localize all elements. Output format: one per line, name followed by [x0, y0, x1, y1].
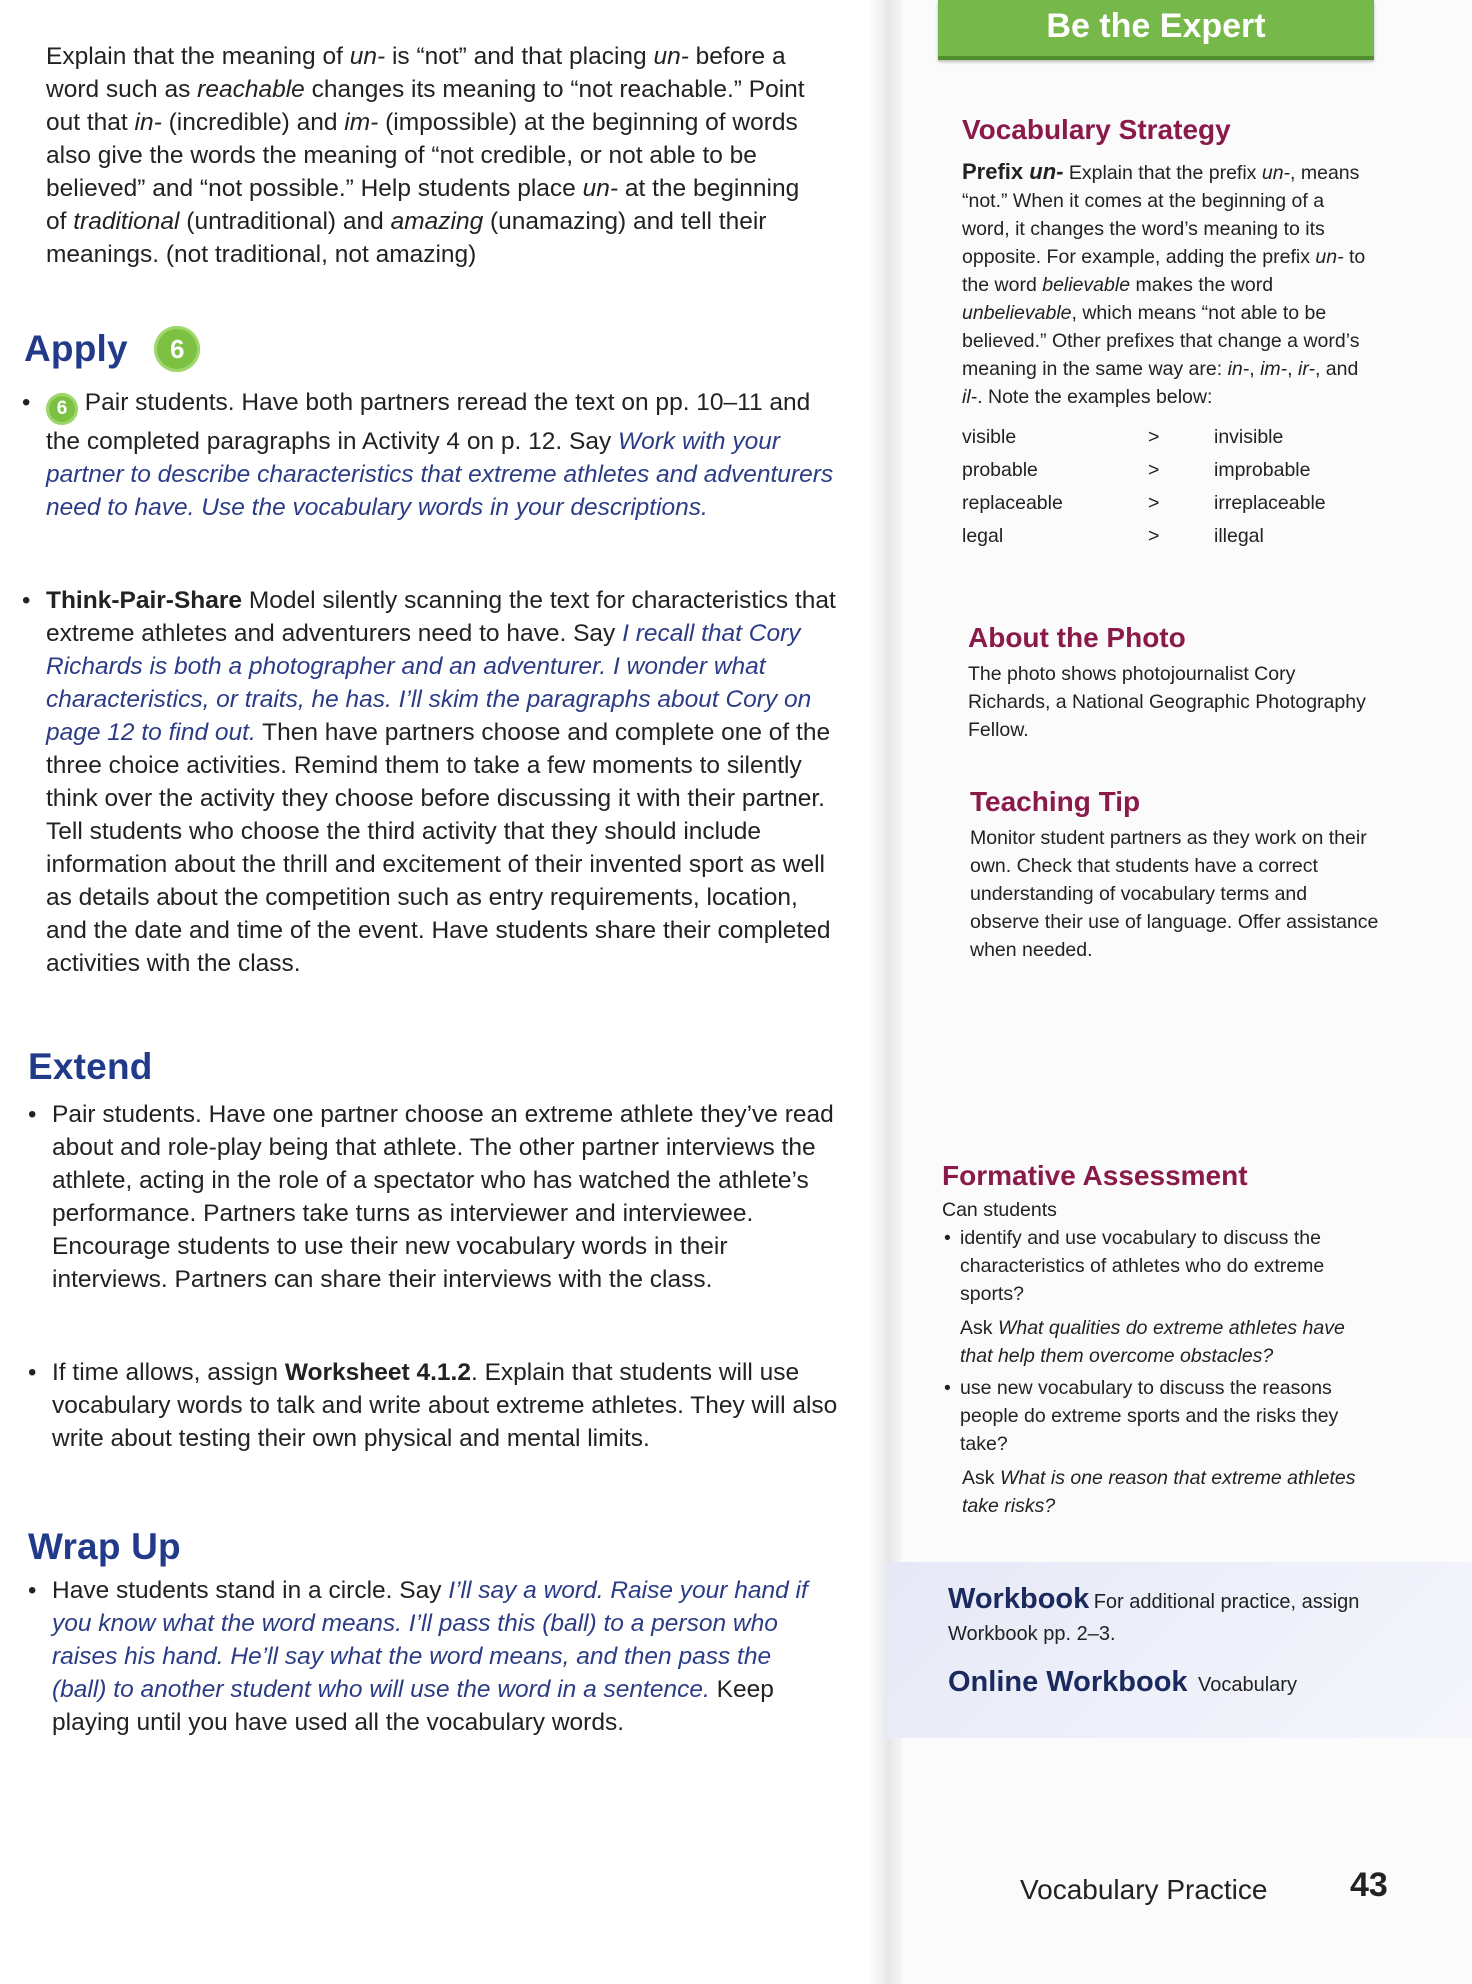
assessment-lead: Can students: [942, 1199, 1057, 1221]
assessment-ask-1: [942, 1314, 1382, 1370]
apply-bullet-1-say: Work with your partner to describe characteristics that extreme athletes and adventurers need to have. Use the vocabulary words in your descriptions.: [46, 428, 834, 521]
base-word: replaceable: [962, 492, 1063, 514]
online-workbook-title: Online Workbook: [948, 1666, 1188, 1698]
italic-term: ir-: [1298, 358, 1315, 380]
text-run: , and: [1314, 358, 1359, 380]
apply-bullet-2: [22, 584, 836, 980]
apply-bullet-1: [22, 386, 836, 524]
banner-title: Be the Expert: [1046, 7, 1266, 45]
extend-bullet-1: [28, 1098, 842, 1296]
be-the-expert-banner: [938, 0, 1374, 60]
italic-term: reachable: [197, 76, 305, 103]
assessment-bullet-2-text: use new vocabulary to discuss the reasons people do extreme sports and the risks they take?: [960, 1377, 1339, 1455]
arrow-sign: >: [1148, 492, 1160, 514]
text-run: (impossible) at the beginning of words also give the words the meaning of “not credible, or not able to be believed” and “not possible.” Help students place: [46, 109, 798, 202]
ask-2-question: What is one reason that extreme athletes take risks?: [962, 1467, 1356, 1517]
vocabulary-strategy-text: [962, 158, 1374, 411]
italic-term: in-: [1227, 358, 1250, 380]
text-run: . Note the examples below:: [977, 386, 1213, 408]
extend-bullet-2-text-b: . Explain that students will use vocabulary words to talk and write about extreme athletes. They will also write about testing their own physical and mental limits.: [52, 1359, 838, 1452]
italic-term: un-: [582, 175, 619, 202]
assessment-bullet-2: [942, 1374, 1382, 1458]
apply-bullet-2-text-b: Then have partners choose and complete one of the three choice activities. Remind them to take a few moments to silently think over the activity they choose before discussing it with their partner. Tell students who choose the third activity that they should include information about the thrill and excitement of their invented sport as well as details about the competition such as entry requirements, location, and the date and time of the event. Have students share their completed activities with the class.: [46, 719, 831, 977]
online-workbook-text: Vocabulary: [1198, 1674, 1297, 1696]
prefixed-word: improbable: [1214, 459, 1311, 481]
text-run: ,: [1249, 358, 1261, 380]
ask-2-prefix: Ask: [962, 1467, 1000, 1489]
apply-number-badge: 6: [154, 326, 200, 372]
italic-term: in-: [134, 109, 162, 136]
arrow-sign: >: [1148, 525, 1160, 547]
prefix-example-row: [962, 454, 1364, 487]
text-run: , which means “not able to be believed.” Other prefixes that change a word’s meaning in the same way are:: [962, 302, 1360, 380]
italic-term: un-: [349, 43, 386, 70]
workbook-title: Workbook: [948, 1583, 1090, 1615]
italic-term: im-: [344, 109, 379, 136]
base-word: legal: [962, 525, 1004, 547]
text-run: before a word such as: [46, 43, 786, 103]
worksheet-reference: Worksheet 4.1.2: [284, 1359, 471, 1386]
apply-bullet-2-say: I recall that Cory Richards is both a photographer and an adventurer. I wonder what characteristics, or traits, he has. I’ll skim the paragraphs about Cory on page 12 to find out.: [46, 620, 812, 746]
italic-term: il-: [962, 386, 978, 408]
teaching-tip-heading: Teaching Tip: [970, 786, 1141, 817]
bullet-dot: •: [22, 389, 31, 416]
prefix-label: Prefix: [962, 159, 1030, 184]
extend-bullet-2-text-a: If time allows, assign: [52, 1359, 285, 1386]
teaching-tip-text: Monitor student partners as they work on their own. Check that students have a correct understanding of vocabulary terms and observe their use of language. Offer assistance when needed.: [970, 827, 1379, 961]
bullet-dot: •: [944, 1227, 951, 1249]
intro-paragraph: [46, 40, 806, 271]
about-the-photo-box: [968, 622, 1368, 744]
apply-heading-row: [24, 326, 424, 372]
vocabulary-strategy-box: [962, 114, 1374, 553]
text-run: to the word: [962, 246, 1366, 296]
wrap-up-text-a: Have students stand in a circle. Say: [52, 1577, 449, 1604]
workbook-text: For additional practice, assign Workbook pp. 2–3.: [948, 1591, 1360, 1645]
wrap-up-bullet-1: [28, 1574, 822, 1739]
extend-bullet-2: [28, 1356, 842, 1455]
italic-term: un-: [1315, 246, 1344, 268]
base-word: probable: [962, 459, 1038, 481]
prefix-example-row: [962, 487, 1364, 520]
italic-term: unbelievable: [962, 302, 1072, 324]
prefixed-word: irreplaceable: [1214, 492, 1326, 514]
activity-badge: 6: [46, 393, 78, 425]
bullet-dot: •: [28, 1359, 37, 1386]
wrap-up-text-b: Keep playing until you have used all the vocabulary words.: [52, 1676, 774, 1736]
italic-term: traditional: [73, 208, 180, 235]
bullet-dot: •: [28, 1577, 37, 1604]
arrow-sign: >: [1148, 426, 1160, 448]
prefix-examples-table: [962, 421, 1364, 553]
text-run: (incredible) and: [161, 109, 345, 136]
wrap-up-heading: Wrap Up: [28, 1526, 181, 1567]
wrap-up-say: I’ll say a word. Raise your hand if you know what the word means. I’ll pass this (ball) to a person who raises his hand. He’ll say what the word means, and then pass the (ball) to another student who will use the word in a sentence.: [52, 1577, 808, 1703]
base-word: visible: [962, 426, 1017, 448]
ask-1-prefix: Ask: [960, 1317, 998, 1339]
apply-bullet-1-text: Pair students. Have both partners reread the text on pp. 10–11 and the completed paragraphs in Activity 4 on p. 12. Say: [46, 389, 811, 455]
vocabulary-strategy-heading: Vocabulary Strategy: [962, 114, 1231, 145]
prefix-example-row: [962, 421, 1364, 454]
prefix-label-un: un-: [1029, 159, 1064, 184]
italic-term: un-: [653, 43, 689, 70]
about-the-photo-text: The photo shows photojournalist Cory Richards, a National Geographic Photography Fellow.: [968, 663, 1366, 741]
bullet-dot: •: [28, 1101, 37, 1128]
italic-term: amazing: [390, 208, 484, 235]
text-run: makes the word: [1130, 274, 1274, 296]
apply-bullet-2-text-a: Model silently scanning the text for characteristics that extreme athletes and adventurers need to have. Say: [46, 587, 836, 647]
text-run: Explain that the prefix: [1063, 162, 1262, 184]
ask-1-question: What qualities do extreme athletes have that help them overcome obstacles?: [960, 1317, 1345, 1367]
teaching-tip-box: [970, 786, 1380, 964]
text-run: changes its meaning to “not reachable.” Point out that: [46, 76, 805, 136]
italic-term: un-: [1261, 162, 1291, 184]
text-run: is “not” and that placing: [385, 43, 654, 70]
text-run: (unamazing) and tell their meanings. (not traditional, not amazing): [46, 208, 767, 268]
italic-term: believable: [1042, 274, 1131, 296]
about-the-photo-heading: About the Photo: [968, 622, 1186, 653]
think-pair-share-label: Think-Pair-Share: [46, 587, 243, 614]
assessment-bullet-1: [942, 1224, 1382, 1308]
assessment-ask-2: [942, 1464, 1382, 1520]
workbook-box: [886, 1562, 1472, 1738]
text-run: ,: [1287, 358, 1298, 380]
text-run: , means “not.” When it comes at the beginning of a word, it changes the word’s meaning to its opposite. For example, adding the prefix: [962, 162, 1360, 268]
bullet-dot: •: [944, 1377, 951, 1399]
italic-term: im-: [1260, 358, 1288, 380]
arrow-sign: >: [1148, 459, 1160, 481]
formative-assessment-box: [942, 1160, 1382, 1520]
formative-assessment-heading: Formative Assessment: [942, 1160, 1248, 1191]
footer-section-label: Vocabulary Practice: [1020, 1874, 1268, 1905]
assessment-bullet-1-text: identify and use vocabulary to discuss the characteristics of athletes who do extreme sports?: [960, 1227, 1325, 1305]
text-run: Explain that the meaning of: [46, 43, 350, 70]
text-run: (untraditional) and: [179, 208, 391, 235]
bullet-dot: •: [22, 587, 31, 614]
prefix-example-row: [962, 520, 1364, 553]
page-number: 43: [1350, 1866, 1388, 1904]
text-run: at the beginning of: [46, 175, 800, 235]
extend-heading: Extend: [28, 1046, 153, 1087]
vocabulary-strategy-body: [962, 162, 1365, 408]
prefixed-word: invisible: [1214, 426, 1284, 448]
extend-bullet-1-text: Pair students. Have one partner choose an extreme athlete they’ve read about and role-play being that athlete. The other partner interviews the athlete, acting in the role of a spectator who has watched the athlete’s performance. Partners take turns as interviewer and interviewee. Encourage students to use their new vocabulary words in their interviews. Partners can share their interviews with the class.: [52, 1101, 834, 1293]
apply-heading: Apply: [24, 328, 128, 369]
prefixed-word: illegal: [1214, 525, 1264, 547]
